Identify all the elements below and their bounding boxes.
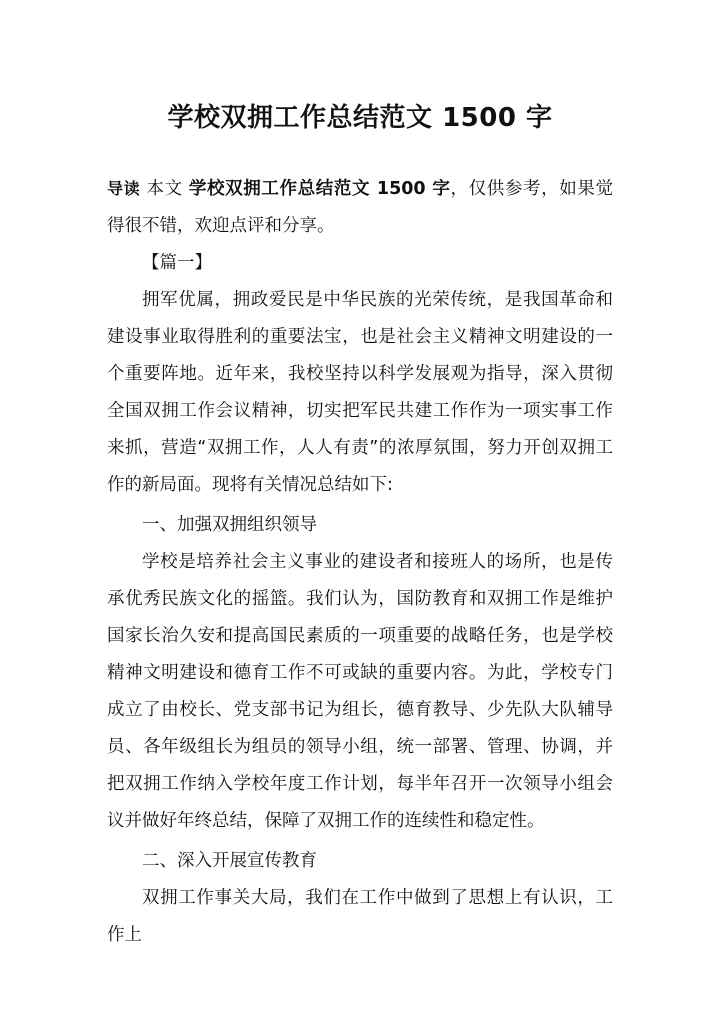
document-body [107, 170, 613, 954]
body-paragraph-1: 拥军优属，拥政爱民是中华民族的光荣传统，是我国革命和建设事业取得胜利的重要法宝，也是社会主义精神文明建设的一个重要阵地。近年来，我校坚持以科学发展观为指导，深入贯彻全国双拥工作会议精神，切实把军民共建工作作为一项实事工作来抓，营造“双拥工作，人人有责”的浓厚氛围，努力开创双拥工作的新局面。现将有关情况总结如下: [107, 290, 613, 495]
body-paragraph-2: 学校是培养社会主义事业的建设者和接班人的场所，也是传承优秀民族文化的摇篮。我们认为，国防教育和双拥工作是维护国家长治久安和提高国民素质的一项重要的战略任务，也是学校精神文明建设和德育工作不可或缺的重要内容。为此，学校专门成立了由校长、党支部书记为组长，德育教导、少先队大队辅导员、各年级组长为组员的领导小组，统一部署、管理、协调，并把双拥工作纳入学校年度工作计划，每半年召开一次领导小组会议并做好年终总结，保障了双拥工作的连续性和稳定性。 [107, 552, 613, 831]
part-heading: 【篇一】 [142, 253, 212, 273]
section-heading-2: 二、深入开展宣传教育 [142, 851, 317, 871]
body-paragraph-3: 双拥工作事关大局，我们在工作中做到了思想上有认识，工作上 [107, 888, 613, 945]
intro-prefix: 本文 [140, 179, 189, 199]
document-title: 学校双拥工作总结范文 1500 字 [167, 103, 553, 133]
intro-suffix: ，仅供参考，如果觉得很不错，欢迎点评和分享。 [107, 179, 613, 236]
intro-label: 导读 [107, 179, 141, 198]
intro-paragraph [107, 170, 613, 245]
intro-bold-title: 学校双拥工作总结范文 1500 字 [188, 179, 451, 199]
section-heading-1: 一、加强双拥组织领导 [142, 515, 317, 535]
